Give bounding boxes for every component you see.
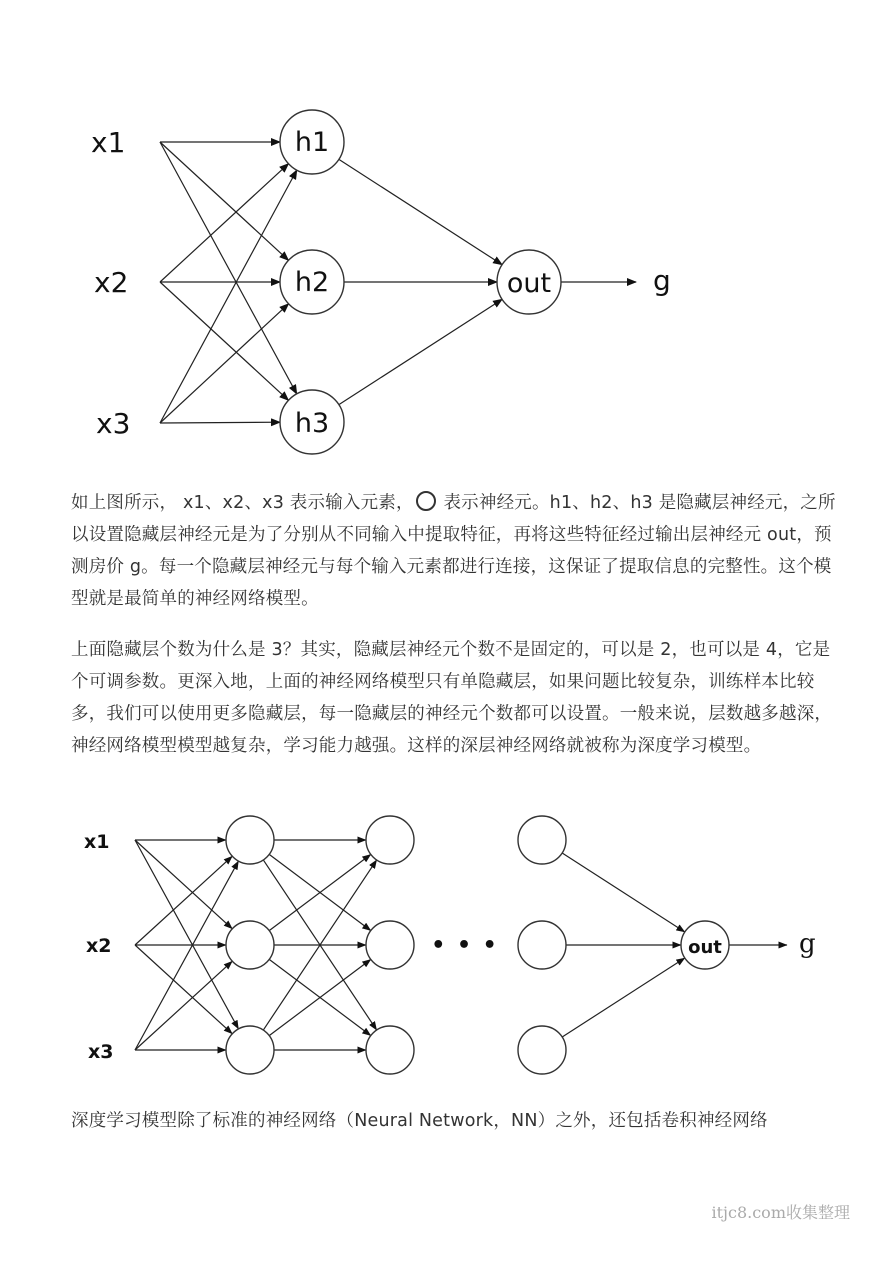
edge-h1-out (339, 159, 502, 264)
edges (160, 142, 636, 423)
layer2-node2 (366, 921, 414, 969)
layer2-node1 (366, 816, 414, 864)
layer1-node1 (226, 816, 274, 864)
layer1-node2 (226, 921, 274, 969)
edge-x2-l1n1 (135, 856, 232, 945)
edge-x3-l1n1 (135, 861, 238, 1050)
hidden-label-h2: h2 (294, 267, 330, 298)
edge-x3-h2 (160, 304, 289, 423)
edge-h3-out (339, 299, 502, 404)
edge-x3-h3 (160, 422, 280, 423)
paragraph-1-text-a: 如上图所示， x1、x2、x3 表示输入元素， (71, 493, 414, 513)
edge-x2-h3 (160, 282, 288, 400)
edge-ln3-out (562, 958, 685, 1037)
deep-network-diagram (0, 805, 892, 1095)
output-label: out (506, 268, 552, 299)
layer3-node3 (518, 1026, 566, 1074)
input-label-x3: x3 (88, 1041, 114, 1063)
input-label-x1: x1 (91, 126, 126, 159)
edge-ln1-out (562, 853, 685, 932)
result-label: g (653, 264, 671, 297)
edge-x2-l1n3 (135, 945, 232, 1034)
paragraph-1-text-b: 表示神经元。h1、h2、h3 是隐藏层神经元，之所以设置隐藏层神经元是为了分别从不同输入中提取特征，再将这些特征经过输出层神经元 out，预测房价 g。每一个隐藏层神经元与每个输入元素都进行连接，这保证了提取信息的完整性。这个模型就是最简单的神经网络模型。 (71, 493, 836, 609)
edge-x3-l1n2 (135, 961, 232, 1050)
layer3-node2 (518, 921, 566, 969)
input-label-x1: x1 (84, 831, 110, 853)
result-label: g (799, 929, 816, 959)
layer2-node3 (366, 1026, 414, 1074)
edge-x3-h1 (160, 170, 297, 423)
hidden-label-h3: h3 (294, 408, 330, 439)
edge-x2-h1 (160, 164, 288, 282)
output-label: out (688, 937, 722, 958)
edge-x1-h2 (160, 142, 288, 260)
ellipsis-label: • • • (431, 933, 499, 958)
paragraph-3: 深度学习模型除了标准的神经网络（Neural Network，NN）之外，还包括卷积神经网络 (71, 1111, 768, 1131)
circle-icon (416, 491, 436, 511)
hidden-label-h1: h1 (294, 127, 330, 158)
paragraph-2: 上面隐藏层个数为什么是 3？其实，隐藏层神经元个数不是固定的，可以是 2，也可以是 4，它是个可调参数。更深入地，上面的神经网络模型只有单隐藏层，如果问题比较复杂，训练样本比较多，我们可以使用更多隐藏层，每一隐藏层的神经元个数都可以设置。一般来说，层数越多越深，神经网络模型模型越复杂，学习能力越强。这样的深层神经网络就被称为深度学习模型。 (71, 640, 833, 756)
input-label-x3: x3 (96, 407, 131, 440)
input-label-x2: x2 (94, 266, 129, 299)
paragraph-1 (71, 487, 841, 615)
edge-x1-l1n2 (135, 840, 232, 929)
single-hidden-layer-diagram (0, 100, 892, 470)
edge-x1-l1n3 (135, 840, 238, 1029)
edge-x1-h3 (160, 142, 297, 394)
layer1-node3 (226, 1026, 274, 1074)
layer3-node1 (518, 816, 566, 864)
watermark: itjc8.com收集整理 (711, 1203, 850, 1222)
input-label-x2: x2 (86, 935, 112, 957)
